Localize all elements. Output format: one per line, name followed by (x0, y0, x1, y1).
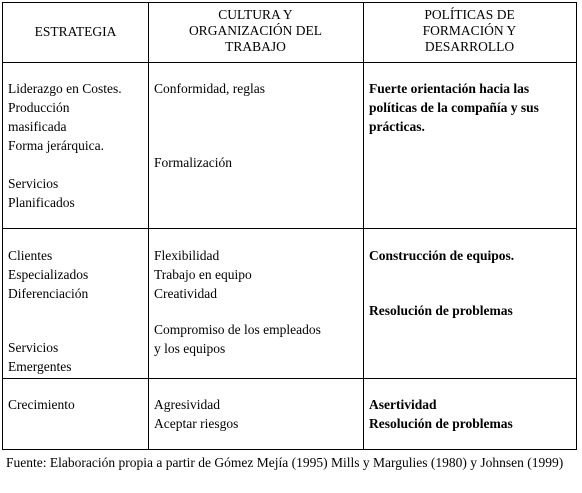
header-text: FORMACIÓN Y (422, 23, 517, 38)
cell-line: Diferenciación (8, 286, 89, 301)
row3-politicas (369, 395, 513, 433)
header-politicas (363, 7, 576, 55)
cell-line: Trabajo en equipo (154, 267, 252, 282)
cell-line: prácticas. (369, 119, 425, 134)
cell-line: Fuerte orientación hacia las (369, 81, 530, 96)
cell-line: Aceptar riesgos (154, 416, 239, 431)
row1-estrategia (8, 79, 122, 212)
cell-line: Resolución de problemas (369, 303, 513, 318)
row2-politicas-a (369, 246, 514, 265)
cell-line: Servicios (8, 340, 59, 355)
cell-line: políticas de la compañía y sus (369, 100, 539, 115)
row2-cultura-b (154, 320, 321, 358)
cell-line: masificada (8, 119, 67, 134)
cell-line: Emergentes (8, 359, 72, 374)
header-text: ORGANIZACIÓN DEL (188, 23, 323, 38)
column-divider (148, 3, 149, 449)
cell-line: Servicios (8, 176, 59, 191)
header-estrategia (3, 24, 148, 40)
header-text: DESARROLLO (424, 39, 515, 54)
source-footnote: Fuente: Elaboración propia a partir de Gómez Mejía (1995) Mills y Margulies (1980) y Johnsen (1999) (6, 455, 564, 470)
row3-estrategia (8, 395, 75, 414)
row1-politicas (369, 79, 539, 136)
cell-line: Creatividad (154, 286, 217, 301)
cell-line: Flexibilidad (154, 248, 220, 263)
row-divider (3, 62, 576, 63)
row3-cultura (154, 395, 238, 433)
row1-cultura-a (154, 79, 265, 98)
cell-line: y los equipos (154, 341, 226, 356)
row2-estrategia-a (8, 246, 88, 303)
cell-line: Resolución de problemas (369, 416, 513, 431)
cell-line: Conformidad, reglas (154, 81, 265, 96)
row2-cultura-a (154, 246, 252, 303)
cell-line: Producción (8, 100, 70, 115)
cell-line: Especializados (8, 267, 89, 282)
cell-line: Liderazgo en Costes. (8, 81, 122, 96)
cell-line: Asertividad (369, 397, 437, 412)
header-text: CULTURA Y (218, 7, 293, 22)
header-text: ESTRATEGIA (34, 24, 117, 39)
row-divider (3, 228, 576, 229)
cell-line: Formalización (154, 155, 232, 170)
cell-line: Agresividad (154, 397, 220, 412)
row-divider (3, 378, 576, 379)
header-cultura (148, 7, 363, 55)
cell-line: Construcción de equipos. (369, 248, 515, 263)
cell-line: Planificados (8, 195, 75, 210)
header-text: TRABAJO (225, 39, 286, 54)
strategy-table (2, 2, 577, 450)
cell-line: Clientes (8, 248, 53, 263)
row2-estrategia-b (8, 338, 71, 376)
column-divider (363, 3, 364, 449)
cell-line (8, 155, 122, 174)
row2-politicas-b (369, 301, 513, 320)
row1-cultura-b (154, 153, 232, 172)
cell-line: Compromiso de los empleados (154, 322, 321, 337)
cell-line: Crecimiento (8, 397, 75, 412)
cell-line: Forma jerárquica. (8, 138, 104, 153)
header-text: POLÍTICAS DE (424, 7, 515, 22)
